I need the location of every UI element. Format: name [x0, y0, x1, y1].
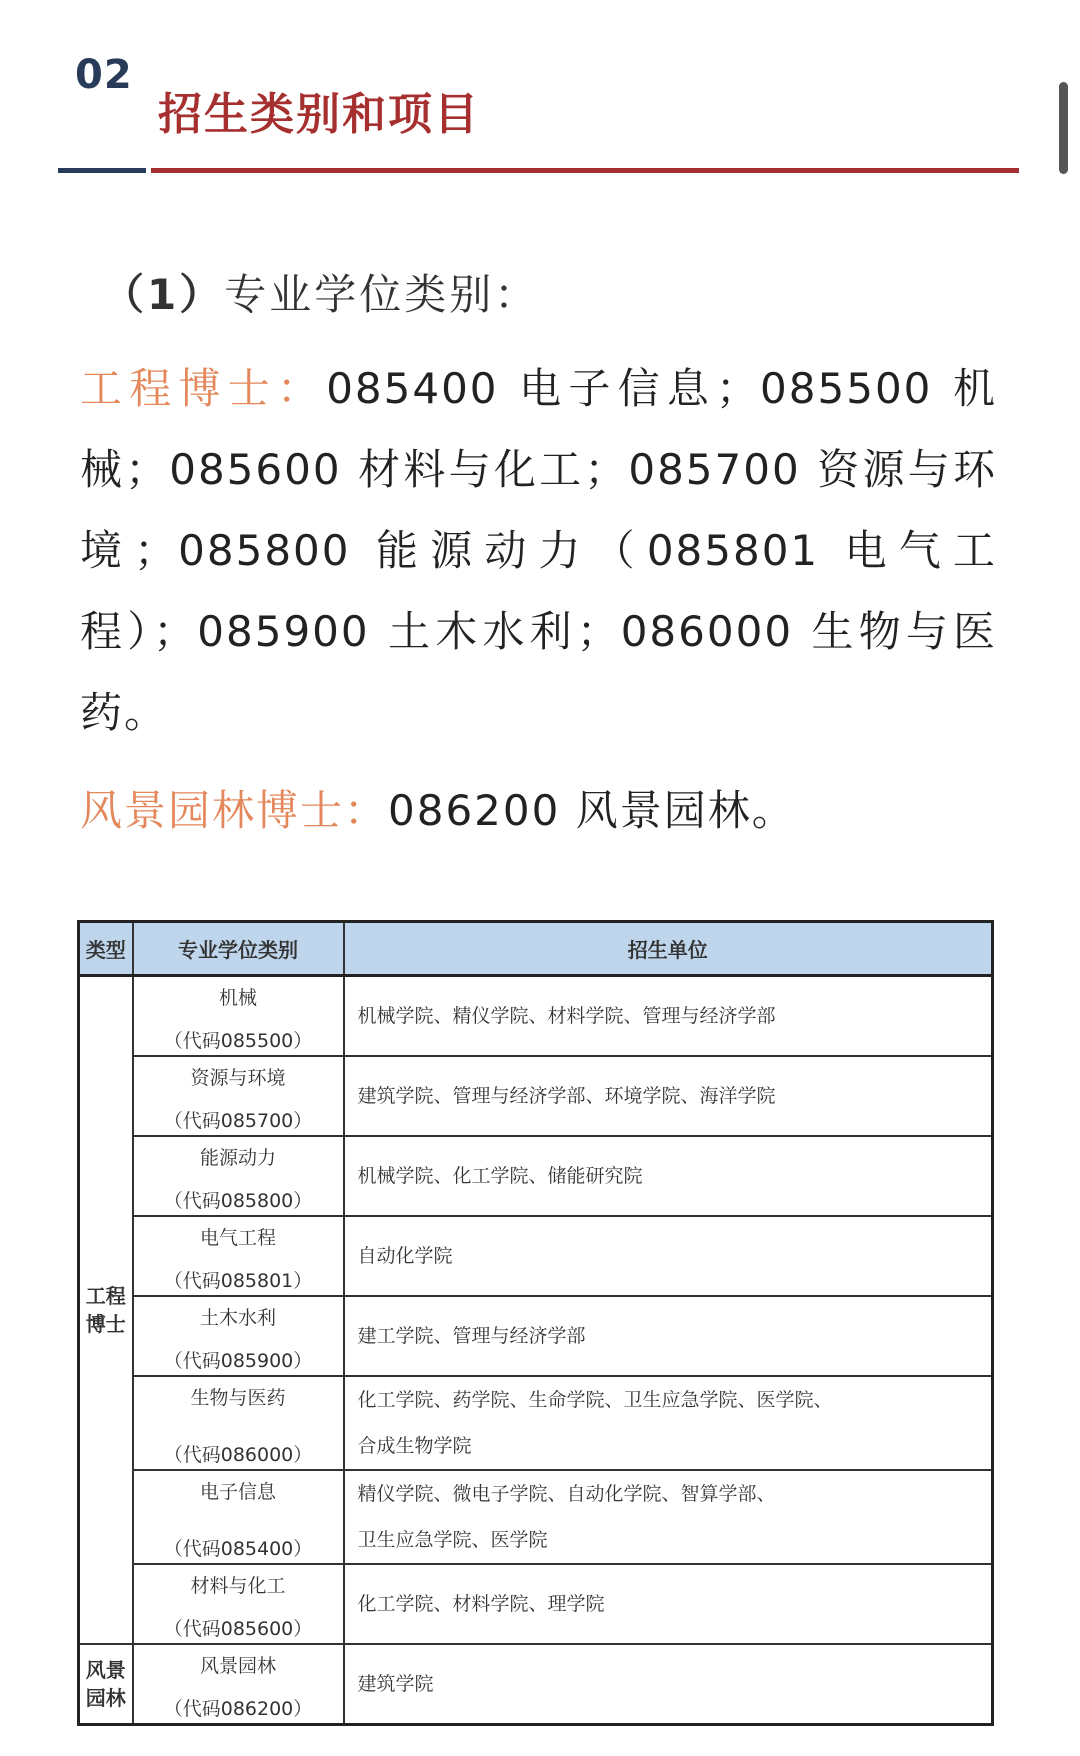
major-cell	[133, 1376, 344, 1470]
landscape-doctorate-paragraph	[80, 770, 997, 851]
major-cell	[133, 976, 344, 1057]
units-cell	[344, 1470, 993, 1564]
table-header-row	[79, 922, 993, 976]
major-name: 风景园林	[199, 1655, 276, 1677]
type-cell-landscape	[79, 1644, 133, 1725]
major-cell	[133, 1470, 344, 1564]
engineering-doctorate-label: 工程博士：	[80, 364, 327, 413]
type-label: 风景园林	[85, 1658, 126, 1710]
table-row	[79, 1564, 993, 1644]
table-row	[79, 976, 993, 1057]
major-name: 材料与化工	[190, 1575, 286, 1597]
major-cell	[133, 1564, 344, 1644]
landscape-doctorate-text: 086200 风景园林。	[388, 786, 796, 835]
units-line: 合成生物学院	[357, 1435, 472, 1457]
major-cell	[133, 1056, 344, 1136]
major-code: （代码085600）	[163, 1618, 313, 1640]
major-cell	[133, 1136, 344, 1216]
units-line: 化工学院、药学院、生命学院、卫生应急学院、医学院、	[357, 1389, 833, 1411]
major-code: （代码085400）	[163, 1538, 313, 1560]
major-name: 电子信息	[199, 1481, 276, 1503]
title-rule-dark	[58, 168, 146, 173]
units-cell: 建工学院、管理与经济学部	[344, 1296, 993, 1376]
title-rule-red	[151, 168, 1019, 173]
table-row	[79, 1136, 993, 1216]
major-name: 土木水利	[199, 1307, 276, 1329]
header-major: 专业学位类别	[133, 922, 344, 976]
major-name: 生物与医药	[190, 1387, 286, 1409]
major-code: （代码085500）	[163, 1030, 313, 1052]
sub-heading-text: 专业学位类别：	[224, 270, 540, 319]
units-cell: 自动化学院	[344, 1216, 993, 1296]
section-number: 02	[75, 52, 133, 98]
table-row	[79, 1644, 993, 1725]
landscape-doctorate-label: 风景园林博士：	[80, 786, 389, 835]
units-line: 精仪学院、微电子学院、自动化学院、智算学部、	[357, 1483, 776, 1505]
table-row	[79, 1216, 993, 1296]
table-row	[79, 1376, 993, 1470]
major-name: 机械	[218, 987, 257, 1009]
header-units: 招生单位	[344, 922, 993, 976]
type-label: 工程博士	[85, 1284, 126, 1336]
major-cell	[133, 1296, 344, 1376]
units-line: 卫生应急学院、医学院	[357, 1529, 548, 1551]
major-code: （代码085801）	[163, 1270, 313, 1292]
units-cell: 机械学院、化工学院、储能研究院	[344, 1136, 993, 1216]
sub-heading-number: （1）	[102, 270, 225, 319]
engineering-doctorate-text: 085400 电子信息；085500 机械；085600 材料与化工；085700 资源与环境；085800 能源动力（085801 电气工程）；085900 土木水利；086000 生物与医药。	[80, 364, 997, 737]
table-row	[79, 1056, 993, 1136]
engineering-doctorate-paragraph	[80, 348, 997, 753]
major-cell	[133, 1216, 344, 1296]
page-scrollbar[interactable]	[1059, 82, 1068, 174]
units-cell: 机械学院、精仪学院、材料学院、管理与经济学部	[344, 976, 993, 1057]
table-row	[79, 1296, 993, 1376]
table-row	[79, 1470, 993, 1564]
major-code: （代码085700）	[163, 1110, 313, 1132]
sub-heading	[102, 262, 539, 322]
major-name: 电气工程	[199, 1227, 276, 1249]
units-cell: 化工学院、材料学院、理学院	[344, 1564, 993, 1644]
major-code: （代码086000）	[163, 1444, 313, 1466]
major-name: 资源与环境	[190, 1067, 286, 1089]
major-cell	[133, 1644, 344, 1725]
major-code: （代码085900）	[163, 1350, 313, 1372]
units-cell: 建筑学院、管理与经济学部、环境学院、海洋学院	[344, 1056, 993, 1136]
major-code: （代码085800）	[163, 1190, 313, 1212]
type-cell-engineering	[79, 976, 133, 1645]
major-name: 能源动力	[199, 1147, 276, 1169]
units-cell: 建筑学院	[344, 1644, 993, 1725]
enrollment-table	[77, 920, 994, 1726]
major-code: （代码086200）	[163, 1698, 313, 1720]
section-title: 招生类别和项目	[158, 89, 480, 140]
units-cell	[344, 1376, 993, 1470]
header-type: 类型	[79, 922, 133, 976]
